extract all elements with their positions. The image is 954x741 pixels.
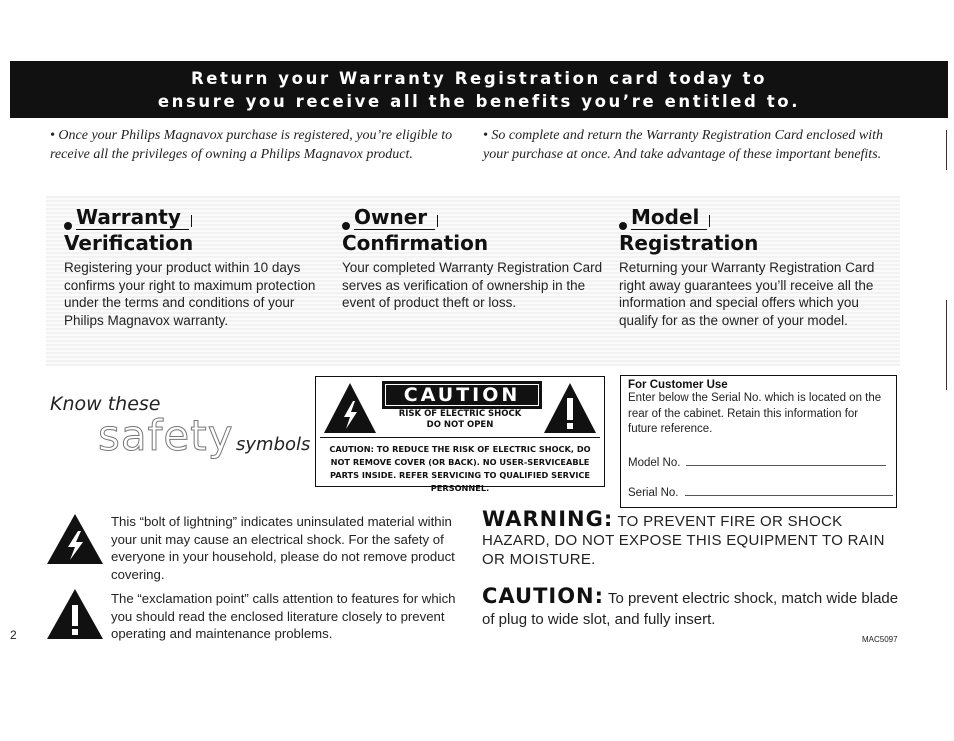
risk-line-1: RISK OF ELECTRIC SHOCK — [398, 409, 522, 419]
benefit-title: Model — [631, 205, 707, 230]
warning-label: WARNING: — [482, 507, 614, 531]
benefit-body: Returning your Warranty Registration Card right away guarantees you’ll receive all the information and special offers which you qualify for as the owner of your model. — [619, 260, 875, 328]
benefit-model — [619, 205, 887, 329]
caution-divider — [320, 437, 600, 438]
customer-text: Enter below the Serial No. which is located on the rear of the cabinet. Retain this information for future reference. — [628, 392, 882, 435]
model-no-label: Model No. — [628, 457, 681, 469]
benefit-title: Owner — [354, 205, 435, 230]
intro-right: • So complete and return the Warranty Registration Card enclosed with your purchase at once. And take advantage of these important benefits. — [483, 128, 883, 162]
exclamation-description: The “exclamation point” calls attention to features for which you should read the enclosed literature closely to prevent operating and maintenance problems. — [111, 591, 456, 641]
page-number: 2 — [10, 628, 17, 642]
caution-text: To prevent electric shock, match wide blade of plug to wide slot, and fully insert. — [482, 590, 899, 628]
lightning-bolt-icon — [46, 513, 104, 565]
benefit-warranty — [64, 205, 334, 329]
warning-text: TO PREVENT FIRE OR SHOCK HAZARD, DO NOT EXPOSE THIS EQUIPMENT TO RAIN OR MOISTURE. — [482, 513, 885, 568]
intro-left: • Once your Philips Magnavox purchase is registered, you’re eligible to receive all the privileges of owning a Philips Magnavox product. — [50, 128, 453, 162]
risk-text — [382, 409, 538, 431]
lightning-description: This “bolt of lightning” indicates uninsulated material within your unit may cause an electrical shock. For the safety of everyone in your household, please do not remove product covering. — [111, 514, 455, 582]
caution-statement — [482, 586, 902, 630]
benefit-subtitle: Verification — [64, 231, 194, 255]
customer-use-box — [620, 375, 897, 508]
benefit-body: Your completed Warranty Registration Card serves as verification of ownership in the event of product theft or loss. — [342, 260, 603, 310]
exclamation-point-icon — [46, 588, 104, 640]
bullet-icon — [342, 222, 350, 230]
bullet-icon — [619, 222, 627, 230]
serial-no-label: Serial No. — [628, 487, 679, 499]
benefit-title: Warranty — [76, 205, 189, 230]
warning-statement — [482, 507, 902, 569]
caution-title: CAUTION — [382, 381, 542, 409]
page-edge-mark — [946, 300, 947, 390]
benefit-subtitle: Registration — [619, 231, 759, 255]
benefit-body: Registering your product within 10 days confirms your right to maximum protection under the terms and conditions of your Philips Magnavox warranty. — [64, 260, 316, 328]
benefit-subtitle: Confirmation — [342, 231, 489, 255]
serial-no-field[interactable] — [628, 487, 893, 499]
exclamation-warning-icon — [542, 381, 598, 435]
page-edge-mark — [946, 130, 947, 170]
symbols-label: symbols — [236, 434, 311, 455]
customer-heading: For Customer Use — [628, 379, 728, 391]
banner-line-1: Return your Warranty Registration card today to — [190, 69, 768, 88]
model-no-field[interactable] — [628, 457, 886, 469]
caution-note: CAUTION: TO REDUCE THE RISK OF ELECTRIC SHOCK, DO NOT REMOVE COVER (OR BACK). NO USER-SERVICEABLE PARTS INSIDE. REFER SERVICING TO QUALIFIED SERVICE PERSONNEL. — [329, 444, 591, 493]
caution-label: CAUTION: — [482, 584, 605, 608]
know-these-label: Know these — [50, 393, 161, 415]
document-code: MAC5097 — [862, 635, 898, 644]
banner-line-2: ensure you receive all the benefits you’re entitled to. — [157, 92, 801, 111]
caution-label-box — [315, 376, 605, 493]
risk-line-2: DO NOT OPEN — [426, 420, 494, 430]
benefit-owner — [342, 205, 604, 312]
safety-outline-word: safety — [98, 411, 234, 460]
lightning-warning-icon — [322, 381, 378, 435]
warranty-banner — [10, 61, 948, 118]
bullet-icon — [64, 222, 72, 230]
